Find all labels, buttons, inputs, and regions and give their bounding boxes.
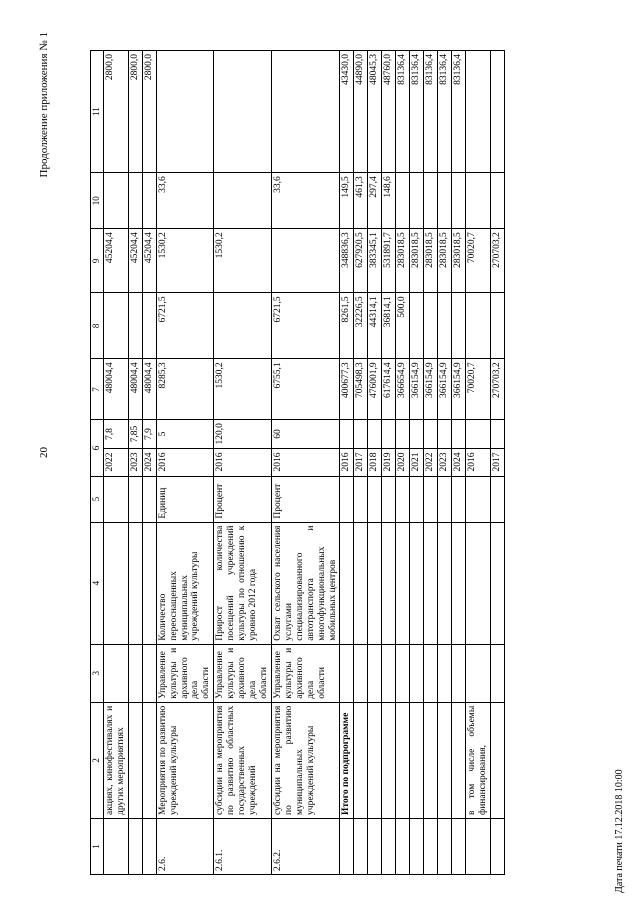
cell-c6b bbox=[410, 420, 424, 448]
cell-c6: 2019 bbox=[382, 448, 396, 476]
cell-c6: 2024 bbox=[451, 448, 465, 476]
cell-c1 bbox=[490, 818, 504, 874]
cell-c7: 705498,3 bbox=[354, 359, 368, 420]
cell-c2: в том числе объемы финансирования, bbox=[465, 702, 490, 818]
cell-c2: Итого по подпрограмме bbox=[340, 702, 354, 818]
cell-c11: 83136,4 bbox=[451, 51, 465, 173]
cell-c1: 2.6. bbox=[156, 818, 214, 874]
column-number: 7 bbox=[91, 359, 104, 420]
cell-c4 bbox=[340, 522, 354, 644]
cell-c6b: 60 bbox=[271, 420, 340, 448]
cell-c8 bbox=[437, 293, 451, 359]
cell-c8 bbox=[104, 293, 129, 359]
cell-c4 bbox=[490, 522, 504, 644]
cell-c4 bbox=[104, 522, 129, 644]
cell-c11: 2800,0 bbox=[104, 51, 129, 173]
cell-c3 bbox=[410, 644, 424, 702]
cell-c8 bbox=[410, 293, 424, 359]
cell-c10: 461,3 bbox=[354, 173, 368, 229]
cell-c7: 366154,9 bbox=[451, 359, 465, 420]
cell-c10 bbox=[104, 173, 129, 229]
cell-c6b: 7,85 bbox=[128, 420, 142, 448]
cell-c9: 348836,3 bbox=[340, 229, 354, 293]
table-row bbox=[451, 51, 465, 875]
cell-c1 bbox=[382, 818, 396, 874]
cell-c2 bbox=[423, 702, 437, 818]
cell-c9: 270703,2 bbox=[490, 229, 504, 293]
cell-c9: 70020,7 bbox=[465, 229, 490, 293]
cell-c2 bbox=[368, 702, 382, 818]
cell-c6b bbox=[354, 420, 368, 448]
column-number: 6 bbox=[91, 420, 104, 476]
table-row bbox=[271, 51, 340, 875]
cell-c7: 270703,2 bbox=[490, 359, 504, 420]
column-number: 11 bbox=[91, 51, 104, 173]
cell-c6: 2020 bbox=[396, 448, 410, 476]
cell-c3 bbox=[437, 644, 451, 702]
cell-c1: 2.6.1. bbox=[214, 818, 272, 874]
cell-c2: акциях, кинофестивалях и других мероприятиях bbox=[104, 702, 129, 818]
table-row bbox=[382, 51, 396, 875]
cell-c8 bbox=[490, 293, 504, 359]
cell-c9: 283018,5 bbox=[437, 229, 451, 293]
cell-c2 bbox=[490, 702, 504, 818]
cell-c11 bbox=[214, 51, 272, 173]
cell-c6b: 7,9 bbox=[142, 420, 156, 448]
cell-c6b bbox=[437, 420, 451, 448]
table-row bbox=[423, 51, 437, 875]
column-number: 2 bbox=[91, 702, 104, 818]
cell-c2 bbox=[437, 702, 451, 818]
cell-c4 bbox=[142, 522, 156, 644]
column-number: 8 bbox=[91, 293, 104, 359]
cell-c3: Управление культуры и архивного дела области bbox=[156, 644, 214, 702]
cell-c6: 2017 bbox=[490, 448, 504, 476]
cell-c9: 283018,5 bbox=[396, 229, 410, 293]
cell-c6: 2024 bbox=[142, 448, 156, 476]
cell-c8: 500,0 bbox=[396, 293, 410, 359]
cell-c9 bbox=[271, 229, 340, 293]
cell-c11: 2800,0 bbox=[128, 51, 142, 173]
cell-c1 bbox=[340, 818, 354, 874]
cell-c11: 83136,4 bbox=[437, 51, 451, 173]
page-number: 20 bbox=[38, 447, 50, 458]
cell-c4 bbox=[437, 522, 451, 644]
cell-c9: 283018,5 bbox=[423, 229, 437, 293]
cell-c11: 48045,3 bbox=[368, 51, 382, 173]
cell-c2 bbox=[451, 702, 465, 818]
cell-c3 bbox=[451, 644, 465, 702]
cell-c1 bbox=[368, 818, 382, 874]
cell-c11: 83136,4 bbox=[396, 51, 410, 173]
cell-c3 bbox=[354, 644, 368, 702]
cell-c6: 2023 bbox=[437, 448, 451, 476]
cell-c3: Управление культуры и архивного дела области bbox=[271, 644, 340, 702]
cell-c4 bbox=[368, 522, 382, 644]
cell-c9: 45204,4 bbox=[142, 229, 156, 293]
cell-c6: 2016 bbox=[340, 448, 354, 476]
cell-c3 bbox=[340, 644, 354, 702]
cell-c9: 283018,5 bbox=[410, 229, 424, 293]
cell-c8: 8261,5 bbox=[340, 293, 354, 359]
cell-c3 bbox=[423, 644, 437, 702]
cell-c1 bbox=[396, 818, 410, 874]
cell-c10 bbox=[410, 173, 424, 229]
cell-c8: 6721,5 bbox=[156, 293, 214, 359]
cell-c10 bbox=[490, 173, 504, 229]
print-date: Дата печати 17.12.2018 10:00 bbox=[614, 769, 625, 893]
cell-c7: 400677,3 bbox=[340, 359, 354, 420]
cell-c11 bbox=[156, 51, 214, 173]
cell-c6: 2023 bbox=[128, 448, 142, 476]
cell-c6: 2022 bbox=[423, 448, 437, 476]
cell-c8: 32226,5 bbox=[354, 293, 368, 359]
column-number: 9 bbox=[91, 229, 104, 293]
cell-c1 bbox=[437, 818, 451, 874]
cell-c5: Единиц bbox=[156, 476, 214, 522]
cell-c11 bbox=[465, 51, 490, 173]
table-row bbox=[104, 51, 129, 875]
cell-c6b bbox=[465, 420, 490, 448]
cell-c2 bbox=[410, 702, 424, 818]
column-number-row bbox=[91, 51, 104, 875]
cell-c11 bbox=[490, 51, 504, 173]
cell-c6: 2017 bbox=[354, 448, 368, 476]
cell-c6: 2018 bbox=[368, 448, 382, 476]
cell-c2 bbox=[354, 702, 368, 818]
cell-c6: 2021 bbox=[410, 448, 424, 476]
column-number: 3 bbox=[91, 644, 104, 702]
cell-c11: 83136,4 bbox=[423, 51, 437, 173]
table-row bbox=[354, 51, 368, 875]
cell-c4 bbox=[465, 522, 490, 644]
cell-c7: 48004,4 bbox=[142, 359, 156, 420]
cell-c10 bbox=[437, 173, 451, 229]
cell-c3 bbox=[465, 644, 490, 702]
table-row bbox=[465, 51, 490, 875]
cell-c8: 44314,1 bbox=[368, 293, 382, 359]
cell-c10 bbox=[396, 173, 410, 229]
table-row bbox=[490, 51, 504, 875]
cell-c2 bbox=[142, 702, 156, 818]
column-number: 4 bbox=[91, 522, 104, 644]
cell-c5 bbox=[410, 476, 424, 522]
cell-c9: 383345,1 bbox=[368, 229, 382, 293]
cell-c7: 476001,9 bbox=[368, 359, 382, 420]
table-row bbox=[437, 51, 451, 875]
cell-c5 bbox=[340, 476, 354, 522]
column-number: 5 bbox=[91, 476, 104, 522]
table-row bbox=[156, 51, 214, 875]
cell-c3 bbox=[382, 644, 396, 702]
cell-c8 bbox=[451, 293, 465, 359]
cell-c3 bbox=[490, 644, 504, 702]
cell-c2 bbox=[128, 702, 142, 818]
cell-c6b bbox=[490, 420, 504, 448]
program-table bbox=[90, 50, 505, 875]
cell-c10: 148,6 bbox=[382, 173, 396, 229]
cell-c3 bbox=[396, 644, 410, 702]
cell-c4 bbox=[423, 522, 437, 644]
cell-c7: 48004,4 bbox=[104, 359, 129, 420]
cell-c9: 283018,5 bbox=[451, 229, 465, 293]
cell-c11: 44890,0 bbox=[354, 51, 368, 173]
cell-c1 bbox=[410, 818, 424, 874]
cell-c10 bbox=[451, 173, 465, 229]
cell-c4 bbox=[128, 522, 142, 644]
cell-c7: 366154,9 bbox=[410, 359, 424, 420]
cell-c4 bbox=[396, 522, 410, 644]
cell-c8 bbox=[142, 293, 156, 359]
table-row bbox=[410, 51, 424, 875]
cell-c8: 36814,1 bbox=[382, 293, 396, 359]
cell-c4 bbox=[382, 522, 396, 644]
cell-c5 bbox=[368, 476, 382, 522]
cell-c6b bbox=[396, 420, 410, 448]
cell-c1 bbox=[354, 818, 368, 874]
cell-c6: 2016 bbox=[465, 448, 490, 476]
cell-c5 bbox=[142, 476, 156, 522]
cell-c10: 33,6 bbox=[271, 173, 340, 229]
cell-c7: 366154,9 bbox=[437, 359, 451, 420]
cell-c7: 70020,7 bbox=[465, 359, 490, 420]
cell-c1 bbox=[423, 818, 437, 874]
cell-c5 bbox=[451, 476, 465, 522]
cell-c10: 297,4 bbox=[368, 173, 382, 229]
cell-c7: 1530,2 bbox=[214, 359, 272, 420]
cell-c6b bbox=[423, 420, 437, 448]
cell-c2: субсидии на мероприятия по развитию областных государственных учреждений bbox=[214, 702, 272, 818]
cell-c6: 2016 bbox=[214, 448, 272, 476]
cell-c6: 2022 bbox=[104, 448, 129, 476]
table-row bbox=[396, 51, 410, 875]
cell-c7: 617614,4 bbox=[382, 359, 396, 420]
cell-c1 bbox=[465, 818, 490, 874]
cell-c5 bbox=[396, 476, 410, 522]
cell-c6b: 7,8 bbox=[104, 420, 129, 448]
table-row bbox=[142, 51, 156, 875]
cell-c9: 45204,4 bbox=[128, 229, 142, 293]
cell-c7: 6755,1 bbox=[271, 359, 340, 420]
cell-c7: 48004,4 bbox=[128, 359, 142, 420]
cell-c1 bbox=[142, 818, 156, 874]
cell-c3 bbox=[142, 644, 156, 702]
cell-c2: Мероприятия по развитию учреждений культуры bbox=[156, 702, 214, 818]
cell-c10 bbox=[423, 173, 437, 229]
cell-c5 bbox=[423, 476, 437, 522]
cell-c4: Охват сельского населения услугами специализированного автотранспорта и многофункциональных мобильных центров bbox=[271, 522, 340, 644]
cell-c6b bbox=[340, 420, 354, 448]
cell-c1 bbox=[451, 818, 465, 874]
cell-c9: 1530,2 bbox=[156, 229, 214, 293]
cell-c3 bbox=[128, 644, 142, 702]
table-row bbox=[368, 51, 382, 875]
cell-c9: 45204,4 bbox=[104, 229, 129, 293]
cell-c3 bbox=[104, 644, 129, 702]
cell-c8 bbox=[465, 293, 490, 359]
cell-c11: 83136,4 bbox=[410, 51, 424, 173]
cell-c8: 6721,5 bbox=[271, 293, 340, 359]
cell-c8 bbox=[214, 293, 272, 359]
cell-c5 bbox=[490, 476, 504, 522]
cell-c6b: 120,0 bbox=[214, 420, 272, 448]
cell-c11: 2800,0 bbox=[142, 51, 156, 173]
cell-c5 bbox=[437, 476, 451, 522]
table-row bbox=[214, 51, 272, 875]
cell-c10 bbox=[142, 173, 156, 229]
cell-c6b bbox=[451, 420, 465, 448]
column-number: 1 bbox=[91, 818, 104, 874]
cell-c1 bbox=[104, 818, 129, 874]
table-row bbox=[340, 51, 354, 875]
cell-c11 bbox=[271, 51, 340, 173]
cell-c10 bbox=[465, 173, 490, 229]
cell-c7: 366654,9 bbox=[396, 359, 410, 420]
cell-c2: субсидии на мероприятия по развитию муниципальных учреждений культуры bbox=[271, 702, 340, 818]
cell-c10 bbox=[214, 173, 272, 229]
cell-c10: 149,5 bbox=[340, 173, 354, 229]
cell-c6b bbox=[368, 420, 382, 448]
cell-c1 bbox=[128, 818, 142, 874]
cell-c6b bbox=[382, 420, 396, 448]
cell-c8 bbox=[128, 293, 142, 359]
cell-c5: Процент bbox=[271, 476, 340, 522]
cell-c5 bbox=[465, 476, 490, 522]
cell-c4: Количество переоснащенных муниципальных учреждений культуры bbox=[156, 522, 214, 644]
table-row bbox=[128, 51, 142, 875]
cell-c11: 43430,0 bbox=[340, 51, 354, 173]
cell-c7: 366154,9 bbox=[423, 359, 437, 420]
cell-c5 bbox=[128, 476, 142, 522]
cell-c4 bbox=[451, 522, 465, 644]
cell-c8 bbox=[423, 293, 437, 359]
cell-c5 bbox=[104, 476, 129, 522]
cell-c2 bbox=[382, 702, 396, 818]
cell-c6b: 5 bbox=[156, 420, 214, 448]
table-body bbox=[104, 51, 505, 875]
cell-c11: 48760,0 bbox=[382, 51, 396, 173]
cell-c4 bbox=[354, 522, 368, 644]
cell-c10: 33,6 bbox=[156, 173, 214, 229]
cell-c6: 2016 bbox=[156, 448, 214, 476]
cell-c1: 2.6.2. bbox=[271, 818, 340, 874]
cell-c3: Управление культуры и архивного дела области bbox=[214, 644, 272, 702]
cell-c6: 2016 bbox=[271, 448, 340, 476]
cell-c5 bbox=[382, 476, 396, 522]
cell-c9: 531891,7 bbox=[382, 229, 396, 293]
cell-c5 bbox=[354, 476, 368, 522]
cell-c2 bbox=[396, 702, 410, 818]
appendix-title: Продолжение приложения № 1 bbox=[38, 32, 50, 178]
cell-c7: 8285,3 bbox=[156, 359, 214, 420]
cell-c3 bbox=[368, 644, 382, 702]
column-number: 10 bbox=[91, 173, 104, 229]
cell-c9: 1530,2 bbox=[214, 229, 272, 293]
cell-c10 bbox=[128, 173, 142, 229]
cell-c5: Процент bbox=[214, 476, 272, 522]
cell-c4: Прирост количества посещений учреждений культуры по отношению к уровню 2012 года bbox=[214, 522, 272, 644]
cell-c9: 627920,5 bbox=[354, 229, 368, 293]
cell-c4 bbox=[410, 522, 424, 644]
